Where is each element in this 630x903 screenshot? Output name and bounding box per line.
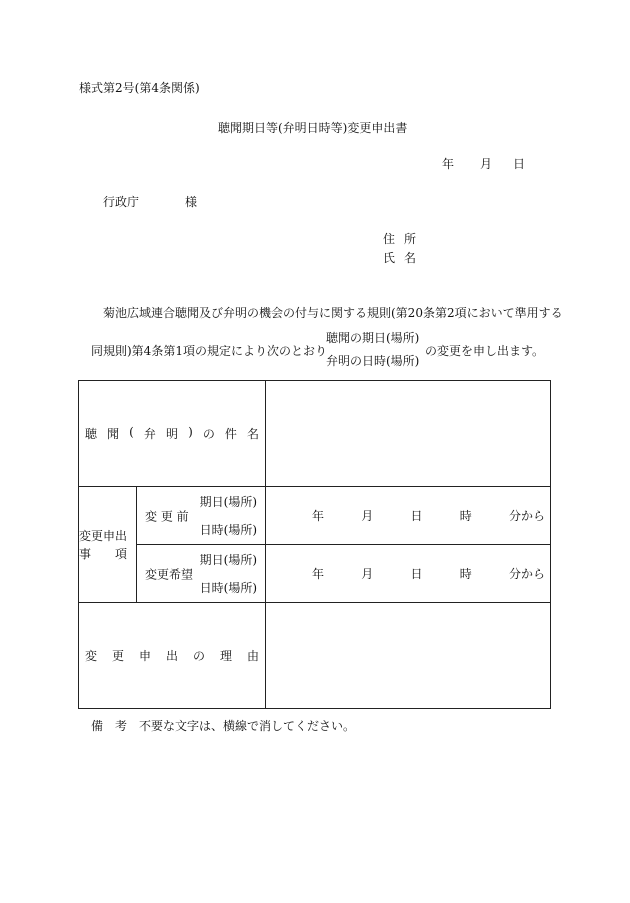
table-row [79, 545, 551, 603]
reason-label-char: の [193, 649, 206, 663]
case-name-label-char: 弁 [143, 427, 156, 441]
case-name-label-cell [79, 381, 266, 487]
reason-label-char: 由 [247, 649, 260, 663]
before-minute-label: 分から [508, 509, 545, 523]
reason-label-char: 申 [139, 649, 152, 663]
before-datetime [266, 507, 550, 524]
addressee-name: 行政庁 [103, 195, 140, 209]
form-number: 様式第2号(第4条関係) [79, 81, 200, 95]
name-label: 氏名 [383, 251, 426, 265]
address-label: 住所 [383, 232, 426, 246]
reason-label-char: 出 [166, 649, 179, 663]
reason-label-cell [79, 603, 266, 709]
desired-month-label: 月 [361, 567, 374, 581]
case-name-label-char: ( [129, 425, 134, 439]
change-items-label-cell [79, 487, 137, 603]
case-name-label-char: 名 [246, 427, 259, 441]
before-option-time: 日時(場所) [199, 523, 258, 537]
note-text: 不要な文字は、横線で消してください。 [139, 719, 356, 733]
before-day-label: 日 [410, 509, 423, 523]
table-row [79, 603, 551, 709]
reason-label [79, 647, 265, 664]
alternative-option-explanation: 弁明の日時(場所) [326, 354, 420, 368]
before-label-cell [137, 487, 266, 545]
desired-option-time: 日時(場所) [199, 581, 258, 595]
case-name-label-char: 聴 [85, 427, 98, 441]
desired-label-cell [137, 545, 266, 603]
change-items-label-line2 [79, 545, 127, 563]
case-name-label-char: 明 [165, 427, 178, 441]
reason-label-char: 変 [85, 649, 98, 663]
table-row [79, 381, 551, 487]
application-form-table [78, 380, 551, 709]
table-row [79, 487, 551, 545]
case-name-label-char: の [202, 427, 215, 441]
change-items-label-char: 事 [79, 546, 92, 561]
before-datetime-cell[interactable] [266, 487, 551, 545]
desired-option-date: 期日(場所) [199, 553, 258, 567]
desired-year-label: 年 [312, 567, 325, 581]
body-text-line-2: 同規則)第4条第1項の規定により次のとおり [91, 344, 327, 358]
before-year-label: 年 [312, 509, 325, 523]
desired-datetime [266, 565, 550, 582]
date-day-label: 日 [513, 157, 526, 171]
date-month-label: 月 [480, 157, 493, 171]
change-items-label-line1: 変更申出 [79, 528, 128, 543]
desired-day-label: 日 [410, 567, 423, 581]
desired-minute-label: 分から [508, 567, 545, 581]
case-name-label-char: ) [188, 425, 193, 439]
before-hour-label: 時 [459, 509, 472, 523]
document-title: 聴聞期日等(弁明日時等)変更申出書 [218, 121, 408, 135]
reason-label-char: 理 [220, 649, 233, 663]
case-name-label-char: 聞 [107, 427, 120, 441]
before-option-date: 期日(場所) [199, 495, 258, 509]
change-items-label-char: 項 [114, 546, 127, 561]
body-text-line-2-end: の変更を申し出ます。 [425, 344, 545, 358]
desired-label: 変更希望 [145, 567, 194, 581]
addressee-honorific: 様 [185, 195, 198, 209]
alternative-option-hearing: 聴聞の期日(場所) [326, 331, 420, 345]
desired-hour-label: 時 [459, 567, 472, 581]
case-name-label-char: 件 [224, 427, 237, 441]
note-label: 備 考 [91, 719, 128, 733]
reason-value-cell[interactable] [266, 603, 551, 709]
case-name-value-cell[interactable] [266, 381, 551, 487]
before-label: 変 更 前 [145, 509, 189, 523]
body-text-line-1: 菊池広域連合聴聞及び弁明の機会の付与に関する規則(第20条第2項において準用する [103, 306, 563, 320]
case-name-label [79, 425, 265, 442]
reason-label-char: 更 [112, 649, 125, 663]
before-month-label: 月 [361, 509, 374, 523]
desired-datetime-cell[interactable] [266, 545, 551, 603]
date-year-label: 年 [442, 157, 455, 171]
